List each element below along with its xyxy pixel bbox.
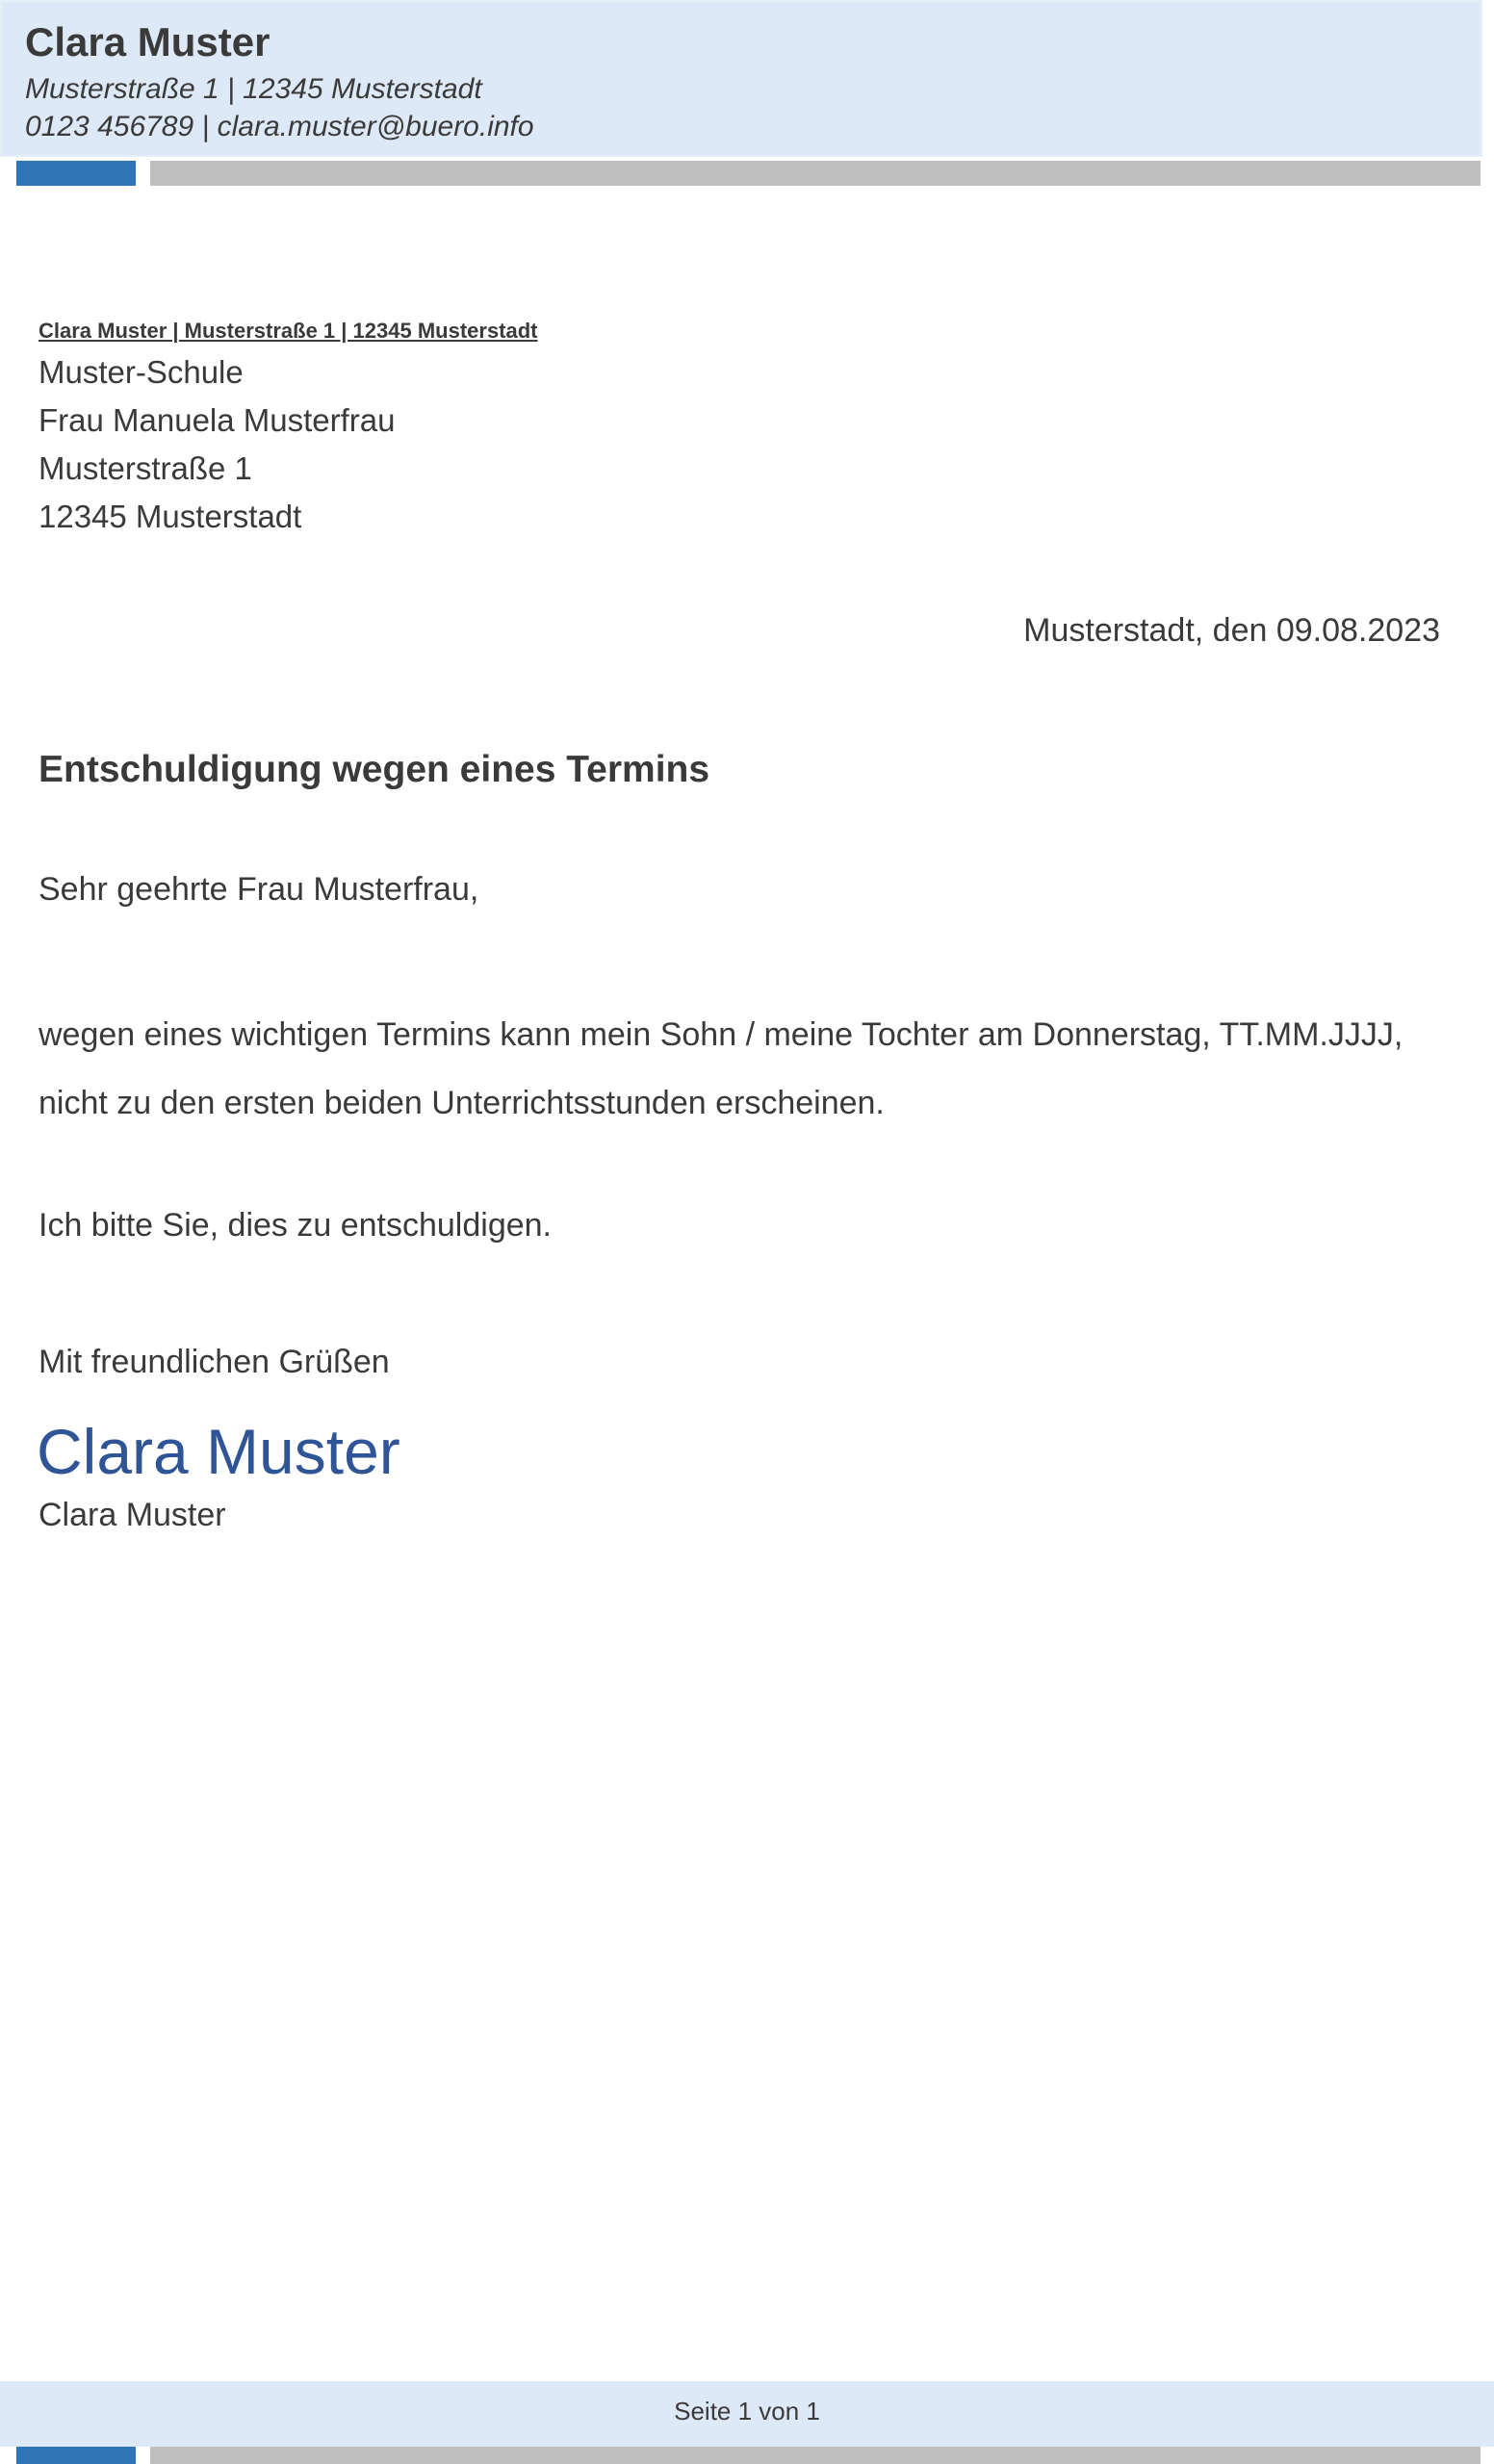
footer-accent-bar-blue xyxy=(16,2447,136,2464)
sender-return-address: Clara Muster | Musterstraße 1 | 12345 Musterstadt xyxy=(39,319,538,343)
letterhead-address: Musterstraße 1 | 12345 Musterstadt xyxy=(25,73,482,105)
header-accent-bar-gray xyxy=(150,161,1481,186)
recipient-line: Frau Manuela Musterfrau xyxy=(39,402,396,438)
letter-subject: Entschuldigung wegen eines Termins xyxy=(39,749,710,790)
footer-accent-bar-gray xyxy=(150,2447,1481,2464)
handwritten-signature: Clara Muster xyxy=(37,1416,400,1487)
letterhead-name: Clara Muster xyxy=(25,19,270,64)
body-paragraph: Ich bitte Sie, dies zu entschuldigen. xyxy=(39,1207,552,1244)
recipient-line: Muster-Schule xyxy=(39,354,244,390)
recipient-line: 12345 Musterstadt xyxy=(39,499,302,534)
page-number: Seite 1 von 1 xyxy=(674,2397,820,2426)
letterhead-contact: 0123 456789 | clara.muster@buero.info xyxy=(25,111,534,142)
signer-name: Clara Muster xyxy=(39,1497,226,1533)
salutation: Sehr geehrte Frau Musterfrau, xyxy=(39,871,479,908)
body-paragraph: wegen eines wichtigen Termins kann mein Sohn / meine Tochter am Donnerstag, TT.MM.JJJJ, nicht zu den ersten beiden Unterrichtsstunden erscheinen. xyxy=(39,1016,1404,1121)
letterhead xyxy=(0,0,1482,157)
recipient-line: Musterstraße 1 xyxy=(39,450,252,486)
header-accent-bar-blue xyxy=(16,161,136,186)
place-date-line: Musterstadt, den 09.08.2023 xyxy=(1023,612,1440,649)
closing-phrase: Mit freundlichen Grüßen xyxy=(39,1344,390,1380)
recipient-address xyxy=(39,348,396,541)
